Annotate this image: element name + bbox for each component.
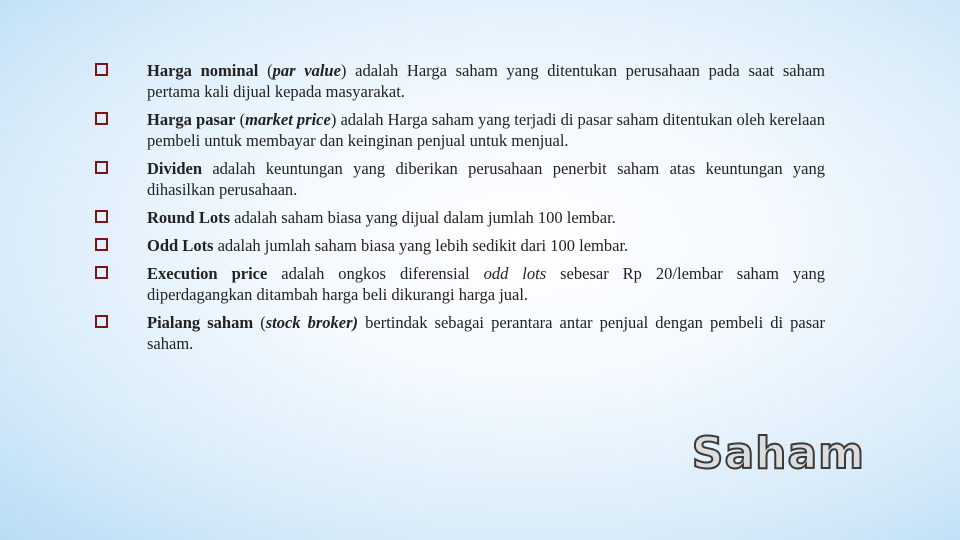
checkbox-square-icon bbox=[95, 112, 108, 125]
paren: ) bbox=[340, 61, 347, 80]
checkbox-square-icon bbox=[95, 210, 108, 223]
checkbox-square-icon bbox=[95, 161, 108, 174]
paren: ( bbox=[235, 110, 246, 129]
definition-text: adalah Harga saham yang ditentukan perusahaan pada saat saham pertama kali dijual kepada masyarakat. bbox=[147, 61, 825, 101]
term: Dividen bbox=[147, 159, 203, 178]
term: Harga nominal bbox=[147, 61, 259, 80]
definition-text: adalah saham biasa yang dijual dalam jumlah 100 lembar. bbox=[230, 208, 616, 227]
definition-text: adalah keuntungan yang diberikan perusahaan penerbit saham atas keuntungan yang dihasilkan perusahaan. bbox=[147, 159, 825, 199]
term: Odd Lots bbox=[147, 236, 214, 255]
checkbox-square-icon bbox=[95, 315, 108, 328]
paren: ( bbox=[253, 313, 266, 332]
list-item bbox=[95, 235, 825, 256]
term: Round Lots bbox=[147, 208, 230, 227]
checkbox-square-icon bbox=[95, 266, 108, 279]
term-english: market price bbox=[245, 110, 331, 129]
definition-text: adalah jumlah saham biasa yang lebih sedikit dari 100 lembar. bbox=[213, 236, 629, 255]
checkbox-square-icon bbox=[95, 63, 108, 76]
paren: ) bbox=[330, 110, 337, 129]
list-item bbox=[95, 263, 825, 305]
list-item bbox=[95, 109, 825, 151]
slide-title: Saham bbox=[691, 428, 865, 479]
definition-text: adalah ongkos diferensial bbox=[267, 264, 484, 283]
term-english: stock broker) bbox=[265, 313, 359, 332]
definition-text: adalah Harga saham yang terjadi di pasar saham ditentukan oleh kerelaan pembeli untuk membayar dan keinginan penjual untuk menjual. bbox=[147, 110, 825, 150]
definition-text: sebesar Rp 20/lembar saham yang diperdagangkan ditambah harga beli dikurangi harga jual. bbox=[147, 264, 825, 304]
term: Pialang saham bbox=[147, 313, 254, 332]
list-item bbox=[95, 312, 825, 354]
term-english: par value bbox=[272, 61, 341, 80]
definition-text: bertindak sebagai perantara antar penjual dengan pembeli di pasar saham. bbox=[147, 313, 825, 353]
list-item bbox=[95, 60, 825, 102]
checkbox-square-icon bbox=[95, 238, 108, 251]
paren: ( bbox=[258, 61, 273, 80]
list-item bbox=[95, 158, 825, 200]
term: Execution price bbox=[147, 264, 268, 283]
term: Harga pasar bbox=[147, 110, 236, 129]
emphasis-text: odd lots bbox=[483, 264, 547, 283]
bullet-list bbox=[95, 60, 825, 361]
list-item bbox=[95, 207, 825, 228]
